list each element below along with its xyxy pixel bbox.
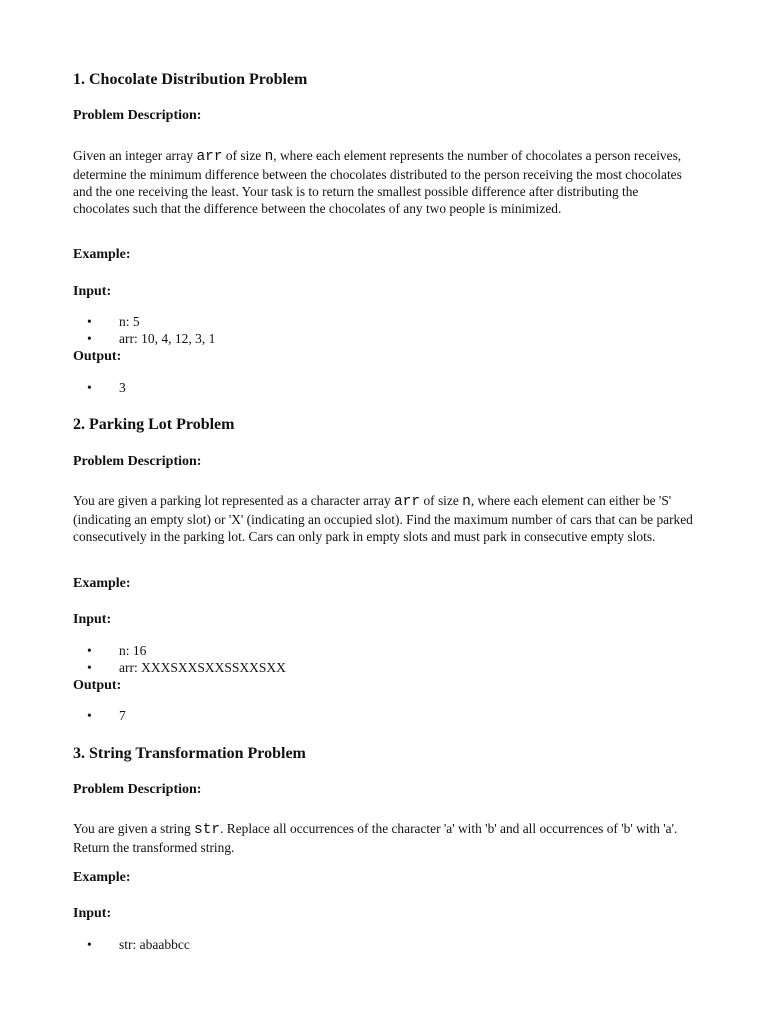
description-text: , where each element represents the number of chocolates a person receives, determine the minimum difference between the chocolates distributed to the person receiving the most chocolates and the one receiving the least. Your task is to return the smallest possible difference after distributing the chocolates such that the difference between the chocolates of any two people is minimized.	[73, 148, 682, 216]
problem-2-input-item	[87, 643, 146, 659]
output-value: 3	[119, 380, 126, 395]
output-value: 7	[119, 708, 126, 723]
bullet-icon: •	[87, 660, 92, 675]
problem-1-example-label: Example:	[73, 247, 131, 262]
code-str: str	[194, 822, 221, 838]
input-value: arr: 10, 4, 12, 3, 1	[119, 331, 216, 346]
input-value: str: abaabbcc	[119, 937, 190, 952]
problem-2-title: 2. Parking Lot Problem	[73, 416, 235, 433]
bullet-icon: •	[87, 937, 92, 952]
input-value: n: 16	[119, 643, 147, 658]
problem-1-input-item	[87, 314, 140, 330]
problem-3-input-label: Input:	[73, 906, 112, 921]
problem-1-description	[73, 147, 698, 217]
description-text: of size	[420, 493, 463, 508]
code-arr: arr	[393, 494, 421, 510]
code-arr: arr	[196, 149, 223, 165]
description-text: , where each element can either be 'S' (indicating an empty slot) or 'X' (indicating an occupied slot). Find the maximum number of cars that can be parked consecutively in the parking lot. Cars can only park in empty slots and must park in consecutive empty slots.	[73, 493, 693, 544]
input-value: n: 5	[119, 314, 140, 329]
description-text: Given an integer array	[73, 148, 197, 163]
bullet-icon: •	[87, 331, 92, 346]
description-text: You are given a string	[73, 821, 194, 836]
problem-2-output-label: Output:	[73, 678, 122, 693]
problem-3-description	[73, 820, 698, 856]
input-value: arr: XXXSXXSXXSSXXSXX	[119, 660, 286, 675]
problem-1-input-label: Input:	[73, 284, 112, 299]
problem-1-input-item	[87, 331, 215, 347]
problem-3-title: 3. String Transformation Problem	[73, 745, 306, 762]
problem-1-output-label: Output:	[73, 349, 122, 364]
description-text: of size	[222, 148, 265, 163]
problem-2-input-label: Input:	[73, 612, 112, 627]
bullet-icon: •	[87, 380, 92, 395]
problem-1-title: 1. Chocolate Distribution Problem	[73, 71, 308, 88]
problem-1-output-item	[87, 380, 126, 396]
description-text: You are given a parking lot represented as a character array	[73, 493, 394, 508]
code-n: n	[462, 494, 471, 510]
bullet-icon: •	[87, 314, 92, 329]
problem-1-description-label: Problem Description:	[73, 108, 202, 123]
problem-2-description-label: Problem Description:	[73, 454, 202, 469]
bullet-icon: •	[87, 708, 92, 723]
description-text: . Replace all occurrences of the character 'a' with 'b' and all occurrences of 'b' with 'a'. Return the transformed string.	[73, 821, 678, 855]
problem-2-output-item	[87, 708, 126, 724]
problem-2-description	[73, 492, 698, 545]
problem-3-input-item	[87, 937, 190, 953]
problem-3-example-label: Example:	[73, 870, 131, 885]
problem-2-example-label: Example:	[73, 576, 131, 591]
code-n: n	[264, 149, 274, 165]
problem-3-description-label: Problem Description:	[73, 782, 202, 797]
bullet-icon: •	[87, 643, 92, 658]
problem-2-input-item	[87, 660, 286, 676]
